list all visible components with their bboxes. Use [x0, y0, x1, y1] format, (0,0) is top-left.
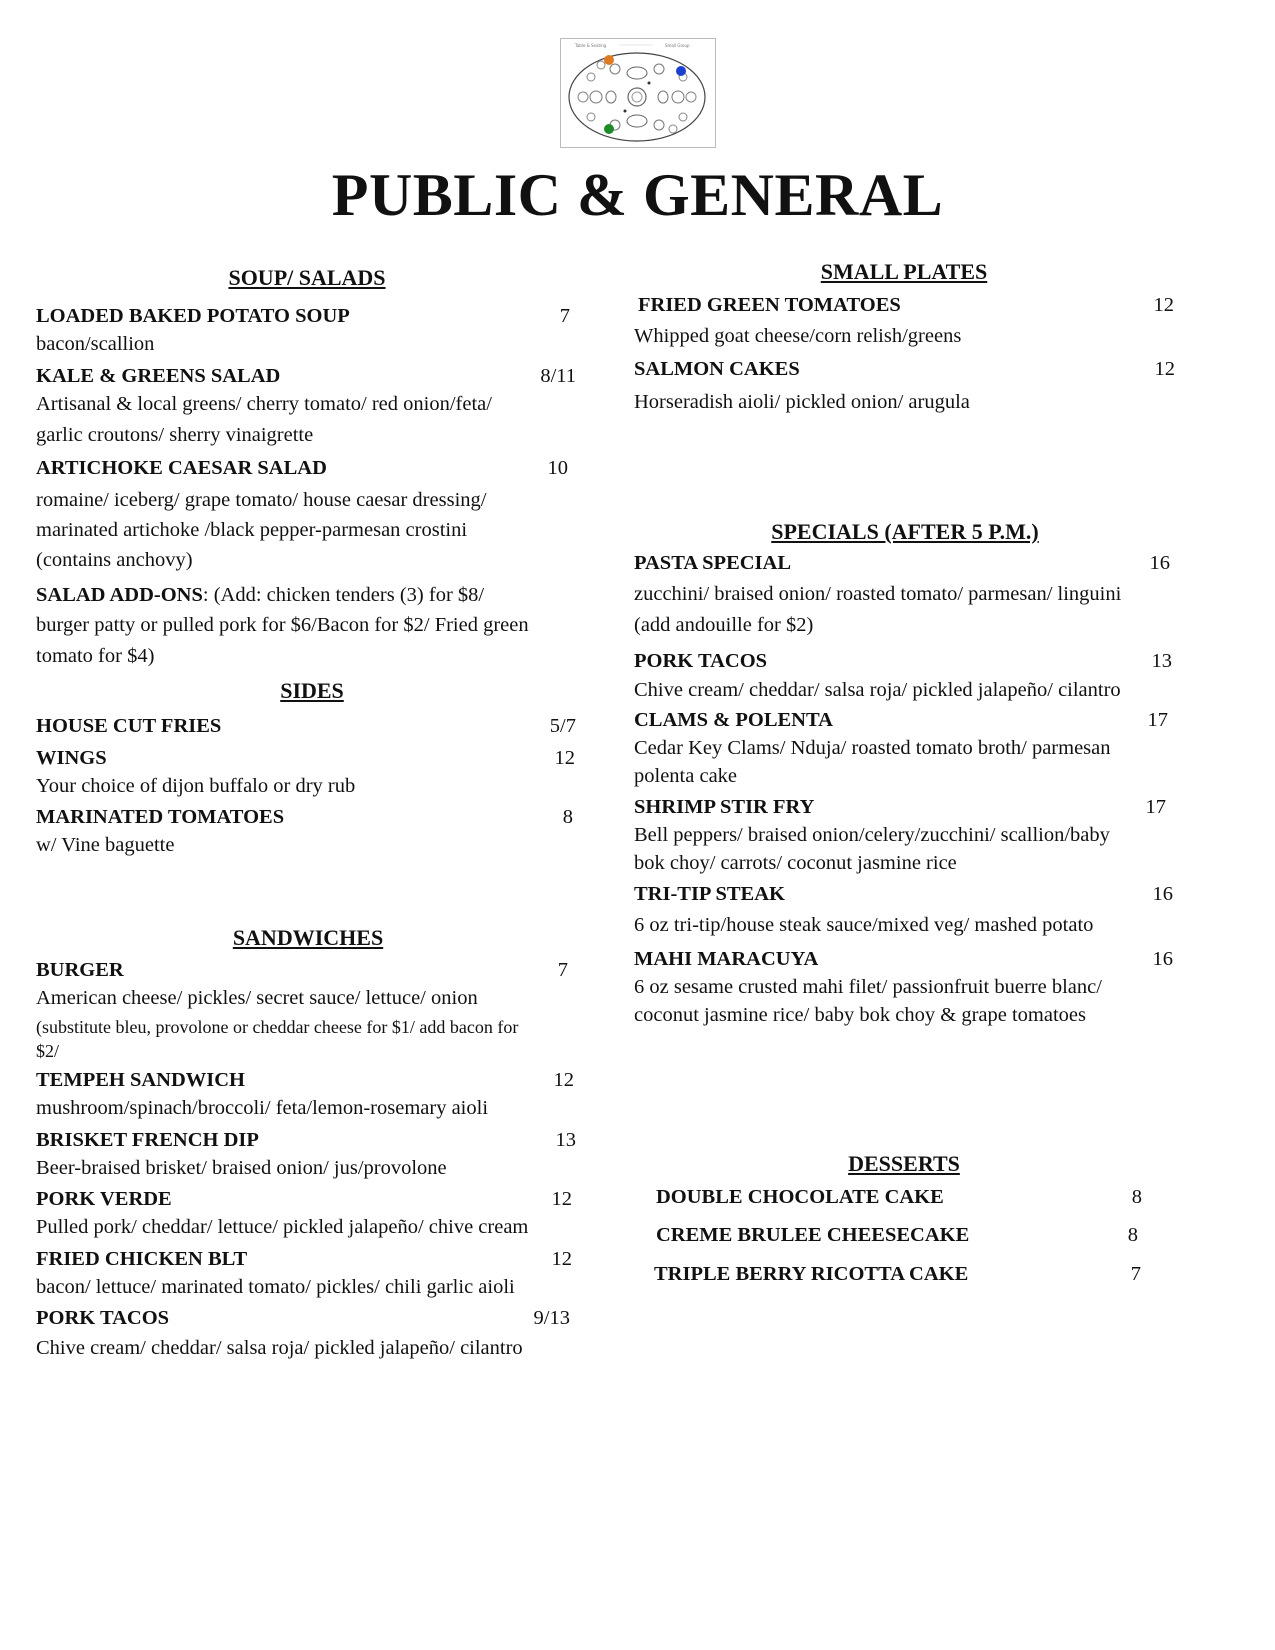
menu-item-description: Chive cream/ cheddar/ salsa roja/ pickled jalapeño/ cilantro: [634, 679, 1121, 701]
menu-item-name: HOUSE CUT FRIES: [36, 715, 222, 737]
menu-item-name: TEMPEH SANDWICH: [36, 1069, 246, 1091]
menu-item-price: 12: [1153, 294, 1174, 316]
menu-item-name: BRISKET FRENCH DIP: [36, 1129, 259, 1151]
menu-item-name: PORK TACOS: [36, 1307, 170, 1329]
menu-item-price: 7: [559, 305, 570, 327]
menu-item-description: 6 oz sesame crusted mahi filet/ passionfruit buerre blanc/: [634, 976, 1102, 998]
menu-item-description: (contains anchovy): [36, 549, 193, 571]
menu-item-price: 8: [1131, 1186, 1142, 1208]
menu-item-description: Bell peppers/ braised onion/celery/zucchini/ scallion/baby: [634, 824, 1110, 846]
menu-item-description: (add andouille for $2): [634, 614, 814, 636]
salad-addons-text: : (Add: chicken tenders (3) for $8/: [202, 584, 485, 606]
menu-item-price: 16: [1149, 552, 1170, 574]
menu-item-description: tomato for $4): [36, 645, 155, 667]
menu-item-name: PASTA SPECIAL: [634, 552, 792, 574]
menu-item-description: Artisanal & local greens/ cherry tomato/ red onion/feta/: [36, 393, 492, 415]
small-plates-heading: SMALL PLATES: [820, 259, 988, 284]
menu-item-price: 17: [1145, 796, 1166, 818]
sandwiches-heading: SANDWICHES: [232, 925, 384, 950]
menu-item-name: TRIPLE BERRY RICOTTA CAKE: [654, 1263, 969, 1285]
menu-item-description: romaine/ iceberg/ grape tomato/ house caesar dressing/: [36, 489, 487, 511]
menu-item-name: FRIED GREEN TOMATOES: [638, 294, 901, 316]
menu-item-price: 12: [551, 1188, 572, 1210]
menu-item-name: CLAMS & POLENTA: [634, 709, 833, 731]
menu-item-name: KALE & GREENS SALAD: [36, 365, 281, 387]
menu-item-price: 12: [554, 747, 575, 769]
menu-item-name: WINGS: [36, 747, 107, 769]
specials-heading: SPECIALS (AFTER 5 P.M.): [771, 519, 1039, 544]
menu-item-description: bacon/ lettuce/ marinated tomato/ pickles/ chili garlic aioli: [36, 1276, 515, 1298]
svg-text:Small Group: Small Group: [665, 43, 690, 48]
menu-item-note: (substitute bleu, provolone or cheddar cheese for $1/ add bacon for: [36, 1017, 519, 1037]
menu-item-description: polenta cake: [634, 765, 738, 787]
menu-item-price: 17: [1147, 709, 1168, 731]
menu-item-price: 10: [547, 457, 568, 479]
menu-item-price: 9/13: [533, 1307, 570, 1329]
svg-text:Table & Seating: Table & Seating: [575, 43, 607, 48]
menu-item-name: SALMON CAKES: [634, 358, 800, 380]
menu-item-name: MAHI MARACUYA: [634, 948, 819, 970]
menu-item-description: Beer-braised brisket/ braised onion/ jus/provolone: [36, 1157, 447, 1179]
menu-item-description: Cedar Key Clams/ Nduja/ roasted tomato broth/ parmesan: [634, 737, 1111, 759]
sides-heading: SIDES: [280, 678, 344, 703]
menu-item-name: CREME BRULEE CHEESECAKE: [656, 1224, 970, 1246]
menu-item-description: Your choice of dijon buffalo or dry rub: [36, 775, 356, 797]
menu-item-name: PORK VERDE: [36, 1188, 172, 1210]
menu-item-price: 8: [562, 806, 573, 828]
menu-item-description: burger patty or pulled pork for $6/Bacon for $2/ Fried green: [36, 614, 529, 636]
menu-item-description: American cheese/ pickles/ secret sauce/ lettuce/ onion: [36, 987, 478, 1009]
menu-item-name: DOUBLE CHOCOLATE CAKE: [656, 1186, 944, 1208]
soup-salads-heading: SOUP/ SALADS: [228, 265, 386, 290]
menu-item-price: 13: [555, 1129, 576, 1151]
menu-item-description: bacon/scallion: [36, 333, 155, 355]
menu-item-description: mushroom/spinach/broccoli/ feta/lemon-rosemary aioli: [36, 1097, 489, 1119]
menu-item-description: Chive cream/ cheddar/ salsa roja/ pickled jalapeño/ cilantro: [36, 1337, 523, 1359]
menu-item-price: 13: [1151, 650, 1172, 672]
menu-item-price: 8: [1127, 1224, 1138, 1246]
menu-item-description: Horseradish aioli/ pickled onion/ arugula: [634, 391, 970, 413]
menu-item-price: 16: [1152, 883, 1173, 905]
menu-item-price: 5/7: [549, 715, 576, 737]
menu-item-price: 8/11: [540, 365, 576, 387]
menu-item-name: SHRIMP STIR FRY: [634, 796, 815, 818]
menu-item-price: 12: [1154, 358, 1175, 380]
salad-addons: [36, 582, 484, 608]
menu-item-name: FRIED CHICKEN BLT: [36, 1248, 248, 1270]
menu-item-price: 7: [1130, 1263, 1141, 1285]
menu-item-description: garlic croutons/ sherry vinaigrette: [36, 424, 314, 446]
salad-addons-label: SALAD ADD-ONS: [36, 584, 203, 606]
restaurant-title: PUBLIC & GENERAL: [331, 162, 944, 228]
menu-item-description: Pulled pork/ cheddar/ lettuce/ pickled jalapeño/ chive cream: [36, 1216, 529, 1238]
menu-item-price: 16: [1152, 948, 1173, 970]
menu-item-description: Whipped goat cheese/corn relish/greens: [634, 325, 962, 347]
menu-item-description: bok choy/ carrots/ coconut jasmine rice: [634, 852, 957, 874]
menu-item-name: BURGER: [36, 959, 124, 981]
menu-item-price: 12: [551, 1248, 572, 1270]
menu-item-note: $2/: [36, 1041, 60, 1061]
menu-item-description: w/ Vine baguette: [36, 834, 175, 856]
menu-item-price: 12: [553, 1069, 574, 1091]
menu-item-name: TRI-TIP STEAK: [634, 883, 785, 905]
menu-item-description: zucchini/ braised onion/ roasted tomato/ parmesan/ linguini: [634, 583, 1122, 605]
menu-item-description: marinated artichoke /black pepper-parmesan crostini: [36, 519, 468, 541]
menu-item-name: LOADED BAKED POTATO SOUP: [36, 305, 350, 327]
menu-item-name: MARINATED TOMATOES: [36, 806, 285, 828]
desserts-heading: DESSERTS: [848, 1151, 960, 1176]
menu-item-description: 6 oz tri-tip/house steak sauce/mixed veg/ mashed potato: [634, 914, 1094, 936]
table-layout-logo: [560, 38, 716, 148]
menu-item-name: PORK TACOS: [634, 650, 768, 672]
menu-item-name: ARTICHOKE CAESAR SALAD: [36, 457, 327, 479]
menu-item-price: 7: [557, 959, 568, 981]
menu-item-description: coconut jasmine rice/ baby bok choy & grape tomatoes: [634, 1004, 1087, 1026]
